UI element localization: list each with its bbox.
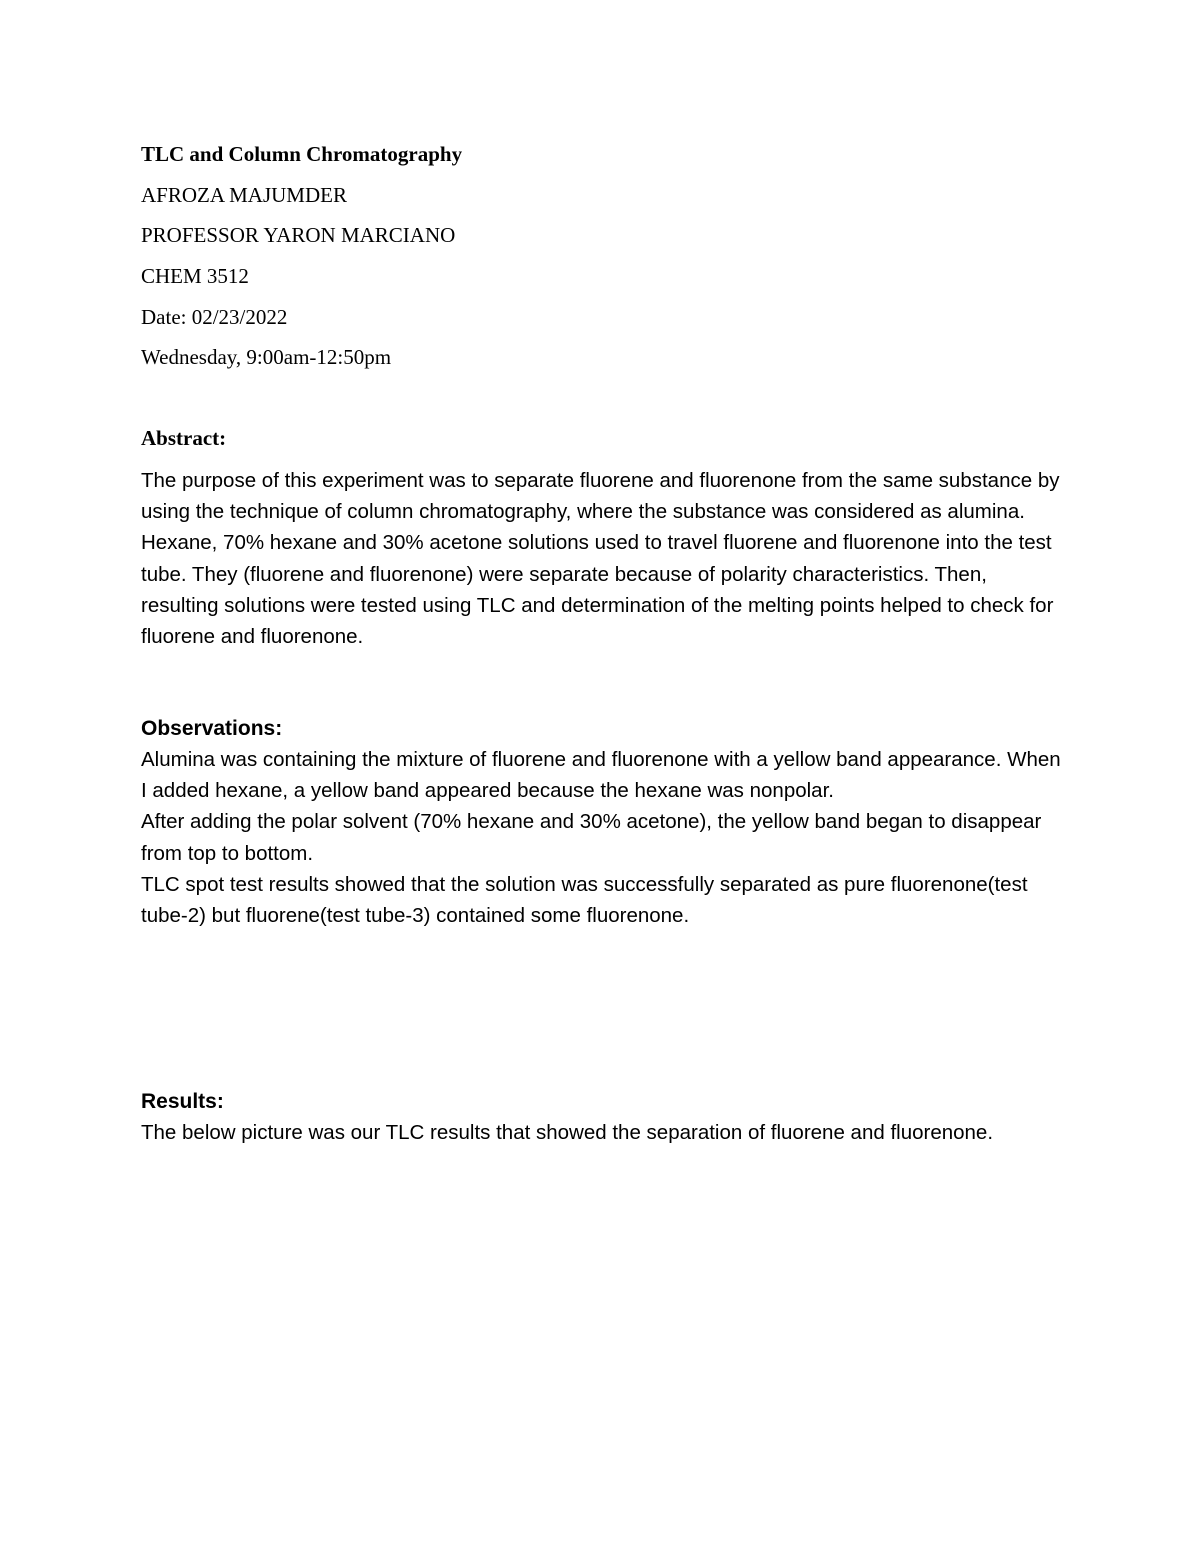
course-code: CHEM 3512 (141, 264, 249, 288)
lab-schedule: Wednesday, 9:00am-12:50pm (141, 345, 392, 369)
results-heading: Results: (141, 1090, 224, 1113)
abstract-body: The purpose of this experiment was to separate fluorene and fluorenone from the same substance by using the technique of column chromatography, where the substance was considered as alumina. Hexane, 70% hexane and 30% acetone solutions used to travel fluorene and fluorenone into the test tube. They (fluorene and fluorenone) were separate because of polarity characteristics. Then, resulting solutions were tested using TLC and determination of the melting points helped to check for fluorene and fluorenone. (141, 469, 1060, 649)
document-title: TLC and Column Chromatography (141, 142, 463, 166)
observations-heading-colon: : (275, 717, 283, 740)
report-date: Date: 02/23/2022 (141, 305, 288, 329)
observations-body (141, 744, 1066, 931)
observation-paragraph: TLC spot test results showed that the solution was successfully separated as pure fluorenone(test tube-2) but fluorene(test tube-3) contained some fluorenone. (141, 872, 1028, 928)
professor-name: PROFESSOR YARON MARCIANO (141, 223, 456, 247)
author-name: AFROZA MAJUMDER (141, 183, 347, 207)
results-body: The below picture was our TLC results that showed the separation of fluorene and fluorenone. (141, 1121, 994, 1144)
observation-paragraph: After adding the polar solvent (70% hexane and 30% acetone), the yellow band began to disappear from top to bottom. (141, 810, 1042, 865)
observations-heading (141, 713, 282, 744)
observations-heading-text: Observations (141, 717, 276, 740)
observation-paragraph: Alumina was containing the mixture of fluorene and fluorenone with a yellow band appearance. When I added hexane, a yellow band appeared because the hexane was nonpolar. (141, 748, 1061, 803)
abstract-heading: Abstract: (141, 426, 227, 450)
